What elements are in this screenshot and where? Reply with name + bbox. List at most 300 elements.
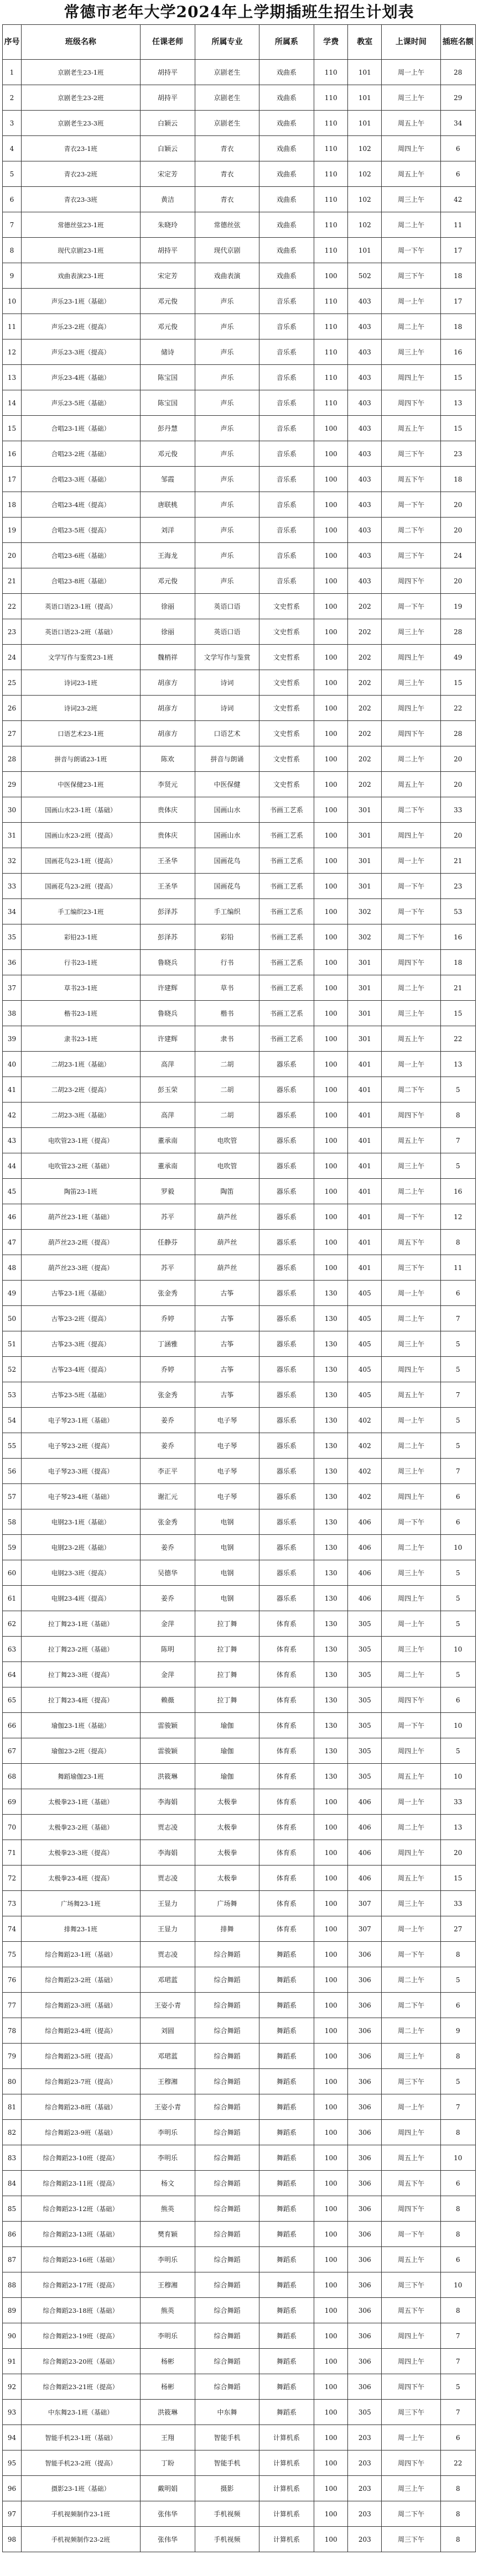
cell-major: 综合舞蹈 [195, 2069, 259, 2094]
cell-department: 器乐系 [259, 1230, 314, 1255]
cell-tuition: 110 [314, 238, 348, 263]
cell-major: 二胡 [195, 1052, 259, 1077]
cell-tuition: 130 [314, 1331, 348, 1357]
cell-index: 74 [3, 1916, 22, 1942]
table-row [3, 696, 476, 721]
column-header-quota: 插班名额 [440, 25, 475, 60]
table-row [3, 60, 476, 85]
cell-index: 49 [3, 1281, 22, 1306]
cell-tuition: 100 [314, 518, 348, 543]
table-row [3, 1433, 476, 1459]
cell-class-name: 葫芦丝23-1班（基础） [21, 1204, 140, 1230]
table-row [3, 2476, 476, 2501]
cell-major: 综合舞蹈 [195, 2272, 259, 2298]
cell-quota: 16 [440, 1179, 475, 1204]
cell-department: 体育系 [259, 1611, 314, 1637]
cell-class-name: 综合舞蹈23-9班（基础） [21, 2120, 140, 2145]
cell-index: 57 [3, 1484, 22, 1509]
cell-quota: 21 [440, 848, 475, 874]
cell-class-time: 周一上午 [382, 60, 440, 85]
cell-tuition: 100 [314, 975, 348, 1001]
cell-index: 7 [3, 212, 22, 238]
table-row [3, 2501, 476, 2527]
cell-teacher: 邓元俊 [140, 289, 195, 314]
cell-quota: 7 [440, 2323, 475, 2349]
cell-classroom: 102 [348, 212, 382, 238]
cell-classroom: 202 [348, 645, 382, 670]
table-row [3, 289, 476, 314]
table-row [3, 950, 476, 975]
cell-index: 29 [3, 772, 22, 797]
cell-teacher: 杨文 [140, 2171, 195, 2196]
cell-class-name: 国画山水23-2班（提高） [21, 823, 140, 848]
cell-index: 42 [3, 1102, 22, 1128]
cell-quota: 8 [440, 2222, 475, 2247]
cell-teacher: 邹霞 [140, 467, 195, 492]
table-row [3, 1230, 476, 1255]
table-row [3, 670, 476, 696]
cell-tuition: 100 [314, 1916, 348, 1942]
cell-quota: 16 [440, 924, 475, 950]
cell-quota: 6 [440, 1484, 475, 1509]
cell-department: 文史哲系 [259, 619, 314, 645]
cell-teacher: 乔婷 [140, 1306, 195, 1331]
table-row [3, 339, 476, 365]
cell-class-time: 周三下午 [382, 2069, 440, 2094]
cell-class-name: 综合舞蹈23-2班（基础） [21, 1967, 140, 1993]
cell-classroom: 203 [348, 2527, 382, 2552]
cell-quota: 13 [440, 1052, 475, 1077]
cell-quota: 49 [440, 645, 475, 670]
cell-class-time: 周二上午 [382, 746, 440, 772]
cell-class-name: 电吹管23-2班（基础） [21, 1153, 140, 1179]
cell-tuition: 100 [314, 950, 348, 975]
cell-tuition: 130 [314, 1687, 348, 1713]
cell-quota: 15 [440, 365, 475, 390]
cell-classroom: 305 [348, 1738, 382, 1764]
table-row [3, 848, 476, 874]
cell-department: 体育系 [259, 1662, 314, 1687]
table-row [3, 1357, 476, 1382]
cell-class-time: 周一下午 [382, 874, 440, 899]
cell-class-time: 周二上午 [382, 1306, 440, 1331]
cell-department: 舞蹈系 [259, 2069, 314, 2094]
cell-tuition: 100 [314, 568, 348, 594]
table-row [3, 2145, 476, 2171]
table-row [3, 1026, 476, 1052]
table-row [3, 1509, 476, 1535]
cell-major: 口语艺术 [195, 721, 259, 746]
cell-classroom: 301 [348, 797, 382, 823]
cell-quota: 7 [440, 2094, 475, 2120]
cell-teacher: 贾志凌 [140, 1866, 195, 1891]
cell-class-name: 英语口语23-1班（提高） [21, 594, 140, 619]
cell-class-name: 拉丁舞23-3班（提高） [21, 1662, 140, 1687]
cell-department: 体育系 [259, 1637, 314, 1662]
cell-classroom: 403 [348, 339, 382, 365]
cell-tuition: 130 [314, 1713, 348, 1738]
cell-index: 2 [3, 85, 22, 111]
cell-quota: 7 [440, 1459, 475, 1484]
cell-class-name: 葫芦丝23-2班（提高） [21, 1230, 140, 1255]
table-row [3, 619, 476, 645]
cell-classroom: 301 [348, 874, 382, 899]
cell-quota: 5 [440, 1738, 475, 1764]
cell-quota: 5 [440, 1586, 475, 1611]
cell-tuition: 100 [314, 2374, 348, 2400]
cell-tuition: 100 [314, 2400, 348, 2425]
cell-classroom: 306 [348, 2069, 382, 2094]
cell-class-time: 周一上午 [382, 848, 440, 874]
cell-quota: 20 [440, 568, 475, 594]
cell-major: 电钢 [195, 1560, 259, 1586]
cell-major: 声乐 [195, 416, 259, 441]
cell-class-name: 电子琴23-1班（基础） [21, 1408, 140, 1433]
cell-tuition: 100 [314, 1815, 348, 1840]
cell-class-time: 周二上午 [382, 1535, 440, 1560]
cell-tuition: 100 [314, 619, 348, 645]
table-row [3, 2222, 476, 2247]
table-row [3, 161, 476, 187]
cell-teacher: 胡彦方 [140, 721, 195, 746]
cell-quota: 5 [440, 2069, 475, 2094]
cell-teacher: 苏平 [140, 1255, 195, 1281]
cell-quota: 17 [440, 238, 475, 263]
cell-department: 器乐系 [259, 1509, 314, 1535]
cell-class-name: 草书23-1班 [21, 975, 140, 1001]
cell-tuition: 110 [314, 136, 348, 161]
cell-classroom: 203 [348, 2450, 382, 2476]
cell-major: 声乐 [195, 441, 259, 467]
cell-class-time: 周一下午 [382, 1713, 440, 1738]
enrollment-table [2, 24, 476, 2552]
cell-class-name: 古筝23-4班（提高） [21, 1357, 140, 1382]
cell-teacher: 刘圆 [140, 2018, 195, 2044]
table-row [3, 1815, 476, 1840]
cell-class-time: 周四下午 [382, 568, 440, 594]
cell-major: 手机视频 [195, 2501, 259, 2527]
cell-index: 17 [3, 467, 22, 492]
cell-department: 文史哲系 [259, 696, 314, 721]
cell-quota: 21 [440, 975, 475, 1001]
cell-teacher: 雷骏颖 [140, 1738, 195, 1764]
table-row [3, 568, 476, 594]
table-row [3, 1484, 476, 1509]
cell-tuition: 100 [314, 746, 348, 772]
cell-quota: 6 [440, 2171, 475, 2196]
cell-quota: 9 [440, 2018, 475, 2044]
cell-index: 5 [3, 161, 22, 187]
cell-tuition: 100 [314, 441, 348, 467]
cell-index: 77 [3, 1993, 22, 2018]
cell-department: 音乐系 [259, 543, 314, 568]
cell-major: 青衣 [195, 187, 259, 212]
cell-class-time: 周二上午 [382, 1815, 440, 1840]
cell-classroom: 401 [348, 1052, 382, 1077]
cell-class-name: 综合舞蹈23-16班（基础） [21, 2247, 140, 2272]
cell-major: 综合舞蹈 [195, 1967, 259, 1993]
cell-major: 声乐 [195, 365, 259, 390]
cell-department: 书画工艺系 [259, 950, 314, 975]
cell-teacher: 胡持平 [140, 85, 195, 111]
cell-teacher: 王圣华 [140, 848, 195, 874]
cell-index: 60 [3, 1560, 22, 1586]
table-row [3, 238, 476, 263]
cell-class-name: 二胡23-1班（基础） [21, 1052, 140, 1077]
cell-major: 葫芦丝 [195, 1255, 259, 1281]
cell-tuition: 130 [314, 1738, 348, 1764]
cell-quota: 8 [440, 2476, 475, 2501]
cell-index: 88 [3, 2272, 22, 2298]
cell-class-name: 彩铅23-1班 [21, 924, 140, 950]
cell-tuition: 110 [314, 339, 348, 365]
table-row [3, 874, 476, 899]
cell-tuition: 130 [314, 1764, 348, 1789]
cell-teacher: 熊英 [140, 2298, 195, 2323]
cell-quota: 6 [440, 2425, 475, 2450]
cell-teacher: 姜乔 [140, 1433, 195, 1459]
cell-major: 声乐 [195, 339, 259, 365]
cell-class-time: 周二下午 [382, 797, 440, 823]
cell-major: 智能手机 [195, 2450, 259, 2476]
cell-quota: 7 [440, 1382, 475, 1408]
cell-quota: 18 [440, 263, 475, 289]
cell-quota: 8 [440, 2298, 475, 2323]
cell-tuition: 100 [314, 823, 348, 848]
cell-department: 器乐系 [259, 1179, 314, 1204]
cell-index: 3 [3, 111, 22, 136]
cell-major: 太极拳 [195, 1789, 259, 1815]
cell-index: 90 [3, 2323, 22, 2349]
cell-class-name: 声乐23-4班（基础） [21, 365, 140, 390]
cell-index: 20 [3, 543, 22, 568]
cell-teacher: 胡彦方 [140, 696, 195, 721]
cell-index: 16 [3, 441, 22, 467]
cell-class-time: 周一下午 [382, 1509, 440, 1535]
cell-class-time: 周三上午 [382, 670, 440, 696]
table-row [3, 1891, 476, 1916]
cell-major: 现代京剧 [195, 238, 259, 263]
cell-tuition: 130 [314, 1662, 348, 1687]
cell-class-name: 综合舞蹈23-5班（提高） [21, 2044, 140, 2069]
cell-index: 59 [3, 1535, 22, 1560]
cell-tuition: 110 [314, 187, 348, 212]
table-row [3, 1306, 476, 1331]
cell-department: 计算机系 [259, 2450, 314, 2476]
cell-teacher: 熊英 [140, 2196, 195, 2222]
cell-teacher: 王翔 [140, 2425, 195, 2450]
cell-index: 26 [3, 696, 22, 721]
cell-class-name: 电钢23-4班（提高） [21, 1586, 140, 1611]
cell-department: 器乐系 [259, 1153, 314, 1179]
cell-index: 63 [3, 1637, 22, 1662]
cell-index: 56 [3, 1459, 22, 1484]
cell-department: 戏曲系 [259, 161, 314, 187]
cell-teacher: 洪筱琳 [140, 2400, 195, 2425]
cell-index: 14 [3, 390, 22, 416]
cell-class-time: 周四上午 [382, 2323, 440, 2349]
cell-tuition: 130 [314, 1535, 348, 1560]
cell-teacher: 陈欢 [140, 746, 195, 772]
cell-classroom: 401 [348, 1179, 382, 1204]
cell-quota: 53 [440, 899, 475, 924]
cell-classroom: 401 [348, 1102, 382, 1128]
cell-class-name: 陶笛23-1班 [21, 1179, 140, 1204]
table-row [3, 1560, 476, 1586]
table-row [3, 1637, 476, 1662]
cell-classroom: 101 [348, 111, 382, 136]
cell-classroom: 402 [348, 1408, 382, 1433]
cell-classroom: 403 [348, 543, 382, 568]
cell-major: 葫芦丝 [195, 1204, 259, 1230]
cell-class-name: 现代京剧23-1班 [21, 238, 140, 263]
cell-department: 舞蹈系 [259, 2323, 314, 2349]
cell-index: 58 [3, 1509, 22, 1535]
cell-major: 手机视频 [195, 2527, 259, 2552]
cell-teacher: 鲁晓兵 [140, 950, 195, 975]
cell-tuition: 100 [314, 1789, 348, 1815]
cell-tuition: 100 [314, 721, 348, 746]
cell-index: 62 [3, 1611, 22, 1637]
table-row [3, 2247, 476, 2272]
cell-classroom: 306 [348, 2323, 382, 2349]
cell-quota: 28 [440, 721, 475, 746]
cell-quota: 7 [440, 2400, 475, 2425]
cell-class-time: 周五下午 [382, 467, 440, 492]
cell-index: 73 [3, 1891, 22, 1916]
cell-index: 71 [3, 1840, 22, 1866]
cell-classroom: 403 [348, 467, 382, 492]
cell-index: 43 [3, 1128, 22, 1153]
cell-department: 体育系 [259, 1815, 314, 1840]
cell-index: 61 [3, 1586, 22, 1611]
cell-quota: 18 [440, 314, 475, 339]
cell-teacher: 姜乔 [140, 1408, 195, 1433]
cell-class-time: 周三下午 [382, 263, 440, 289]
cell-teacher: 陈明 [140, 1637, 195, 1662]
cell-department: 体育系 [259, 1916, 314, 1942]
table-row [3, 2349, 476, 2374]
cell-major: 综合舞蹈 [195, 2094, 259, 2120]
cell-department: 音乐系 [259, 441, 314, 467]
cell-classroom: 202 [348, 619, 382, 645]
cell-major: 综合舞蹈 [195, 1993, 259, 2018]
table-row [3, 365, 476, 390]
cell-class-time: 周四上午 [382, 136, 440, 161]
cell-classroom: 203 [348, 2476, 382, 2501]
cell-department: 戏曲系 [259, 60, 314, 85]
cell-quota: 5 [440, 1153, 475, 1179]
cell-class-name: 太极拳23-4班（提高） [21, 1866, 140, 1891]
cell-department: 戏曲系 [259, 238, 314, 263]
cell-quota: 8 [440, 2120, 475, 2145]
cell-class-time: 周三上午 [382, 339, 440, 365]
cell-class-time: 周一下午 [382, 2222, 440, 2247]
cell-class-name: 声乐23-3班（提高） [21, 339, 140, 365]
cell-department: 体育系 [259, 1738, 314, 1764]
cell-major: 综合舞蹈 [195, 2145, 259, 2171]
cell-class-name: 瑜伽23-1班（基础） [21, 1713, 140, 1738]
table-row [3, 416, 476, 441]
cell-quota: 20 [440, 746, 475, 772]
cell-major: 电吹管 [195, 1128, 259, 1153]
cell-teacher: 董承南 [140, 1128, 195, 1153]
cell-class-time: 周三下午 [382, 543, 440, 568]
column-header-classroom: 教室 [348, 25, 382, 60]
cell-department: 文史哲系 [259, 594, 314, 619]
cell-tuition: 110 [314, 60, 348, 85]
cell-major: 电子琴 [195, 1459, 259, 1484]
cell-index: 69 [3, 1789, 22, 1815]
cell-index: 11 [3, 314, 22, 339]
cell-department: 戏曲系 [259, 111, 314, 136]
cell-teacher: 彭玉荣 [140, 1077, 195, 1102]
table-row [3, 1967, 476, 1993]
cell-classroom: 301 [348, 975, 382, 1001]
table-row [3, 721, 476, 746]
table-row [3, 1459, 476, 1484]
cell-class-name: 电吹管23-1班（提高） [21, 1128, 140, 1153]
cell-class-time: 周二上午 [382, 975, 440, 1001]
cell-major: 楷书 [195, 1001, 259, 1026]
cell-index: 93 [3, 2400, 22, 2425]
cell-index: 75 [3, 1942, 22, 1967]
cell-department: 戏曲系 [259, 187, 314, 212]
cell-class-time: 周三上午 [382, 85, 440, 111]
cell-tuition: 100 [314, 2501, 348, 2527]
cell-classroom: 401 [348, 1153, 382, 1179]
table-row [3, 1077, 476, 1102]
cell-class-name: 广场舞23-1班 [21, 1891, 140, 1916]
cell-class-time: 周一上午 [382, 1052, 440, 1077]
cell-tuition: 130 [314, 1433, 348, 1459]
table-row [3, 467, 476, 492]
cell-teacher: 宋定芳 [140, 263, 195, 289]
cell-class-time: 周五上午 [382, 1764, 440, 1789]
cell-quota: 5 [440, 2374, 475, 2400]
cell-class-name: 二胡23-3班（基础） [21, 1102, 140, 1128]
cell-classroom: 306 [348, 2222, 382, 2247]
cell-teacher: 徐丽 [140, 594, 195, 619]
cell-major: 拉丁舞 [195, 1637, 259, 1662]
cell-department: 音乐系 [259, 467, 314, 492]
cell-quota: 23 [440, 441, 475, 467]
cell-class-time: 周二上午 [382, 212, 440, 238]
cell-tuition: 100 [314, 1153, 348, 1179]
cell-index: 85 [3, 2196, 22, 2222]
cell-classroom: 406 [348, 1509, 382, 1535]
cell-class-time: 周四上午 [382, 2120, 440, 2145]
cell-tuition: 100 [314, 1230, 348, 1255]
cell-index: 50 [3, 1306, 22, 1331]
cell-classroom: 406 [348, 1815, 382, 1840]
cell-tuition: 100 [314, 2425, 348, 2450]
cell-index: 79 [3, 2044, 22, 2069]
cell-tuition: 100 [314, 645, 348, 670]
cell-class-name: 古筝23-1班（基础） [21, 1281, 140, 1306]
cell-class-name: 口语艺术23-1班 [21, 721, 140, 746]
cell-department: 舞蹈系 [259, 2018, 314, 2044]
cell-class-name: 综合舞蹈23-20班（基础） [21, 2349, 140, 2374]
cell-classroom: 202 [348, 594, 382, 619]
cell-major: 诗词 [195, 670, 259, 696]
cell-class-name: 综合舞蹈23-7班（提高） [21, 2069, 140, 2094]
cell-department: 计算机系 [259, 2527, 314, 2552]
cell-class-time: 周五上午 [382, 111, 440, 136]
cell-quota: 27 [440, 1916, 475, 1942]
cell-index: 84 [3, 2171, 22, 2196]
cell-major: 声乐 [195, 289, 259, 314]
